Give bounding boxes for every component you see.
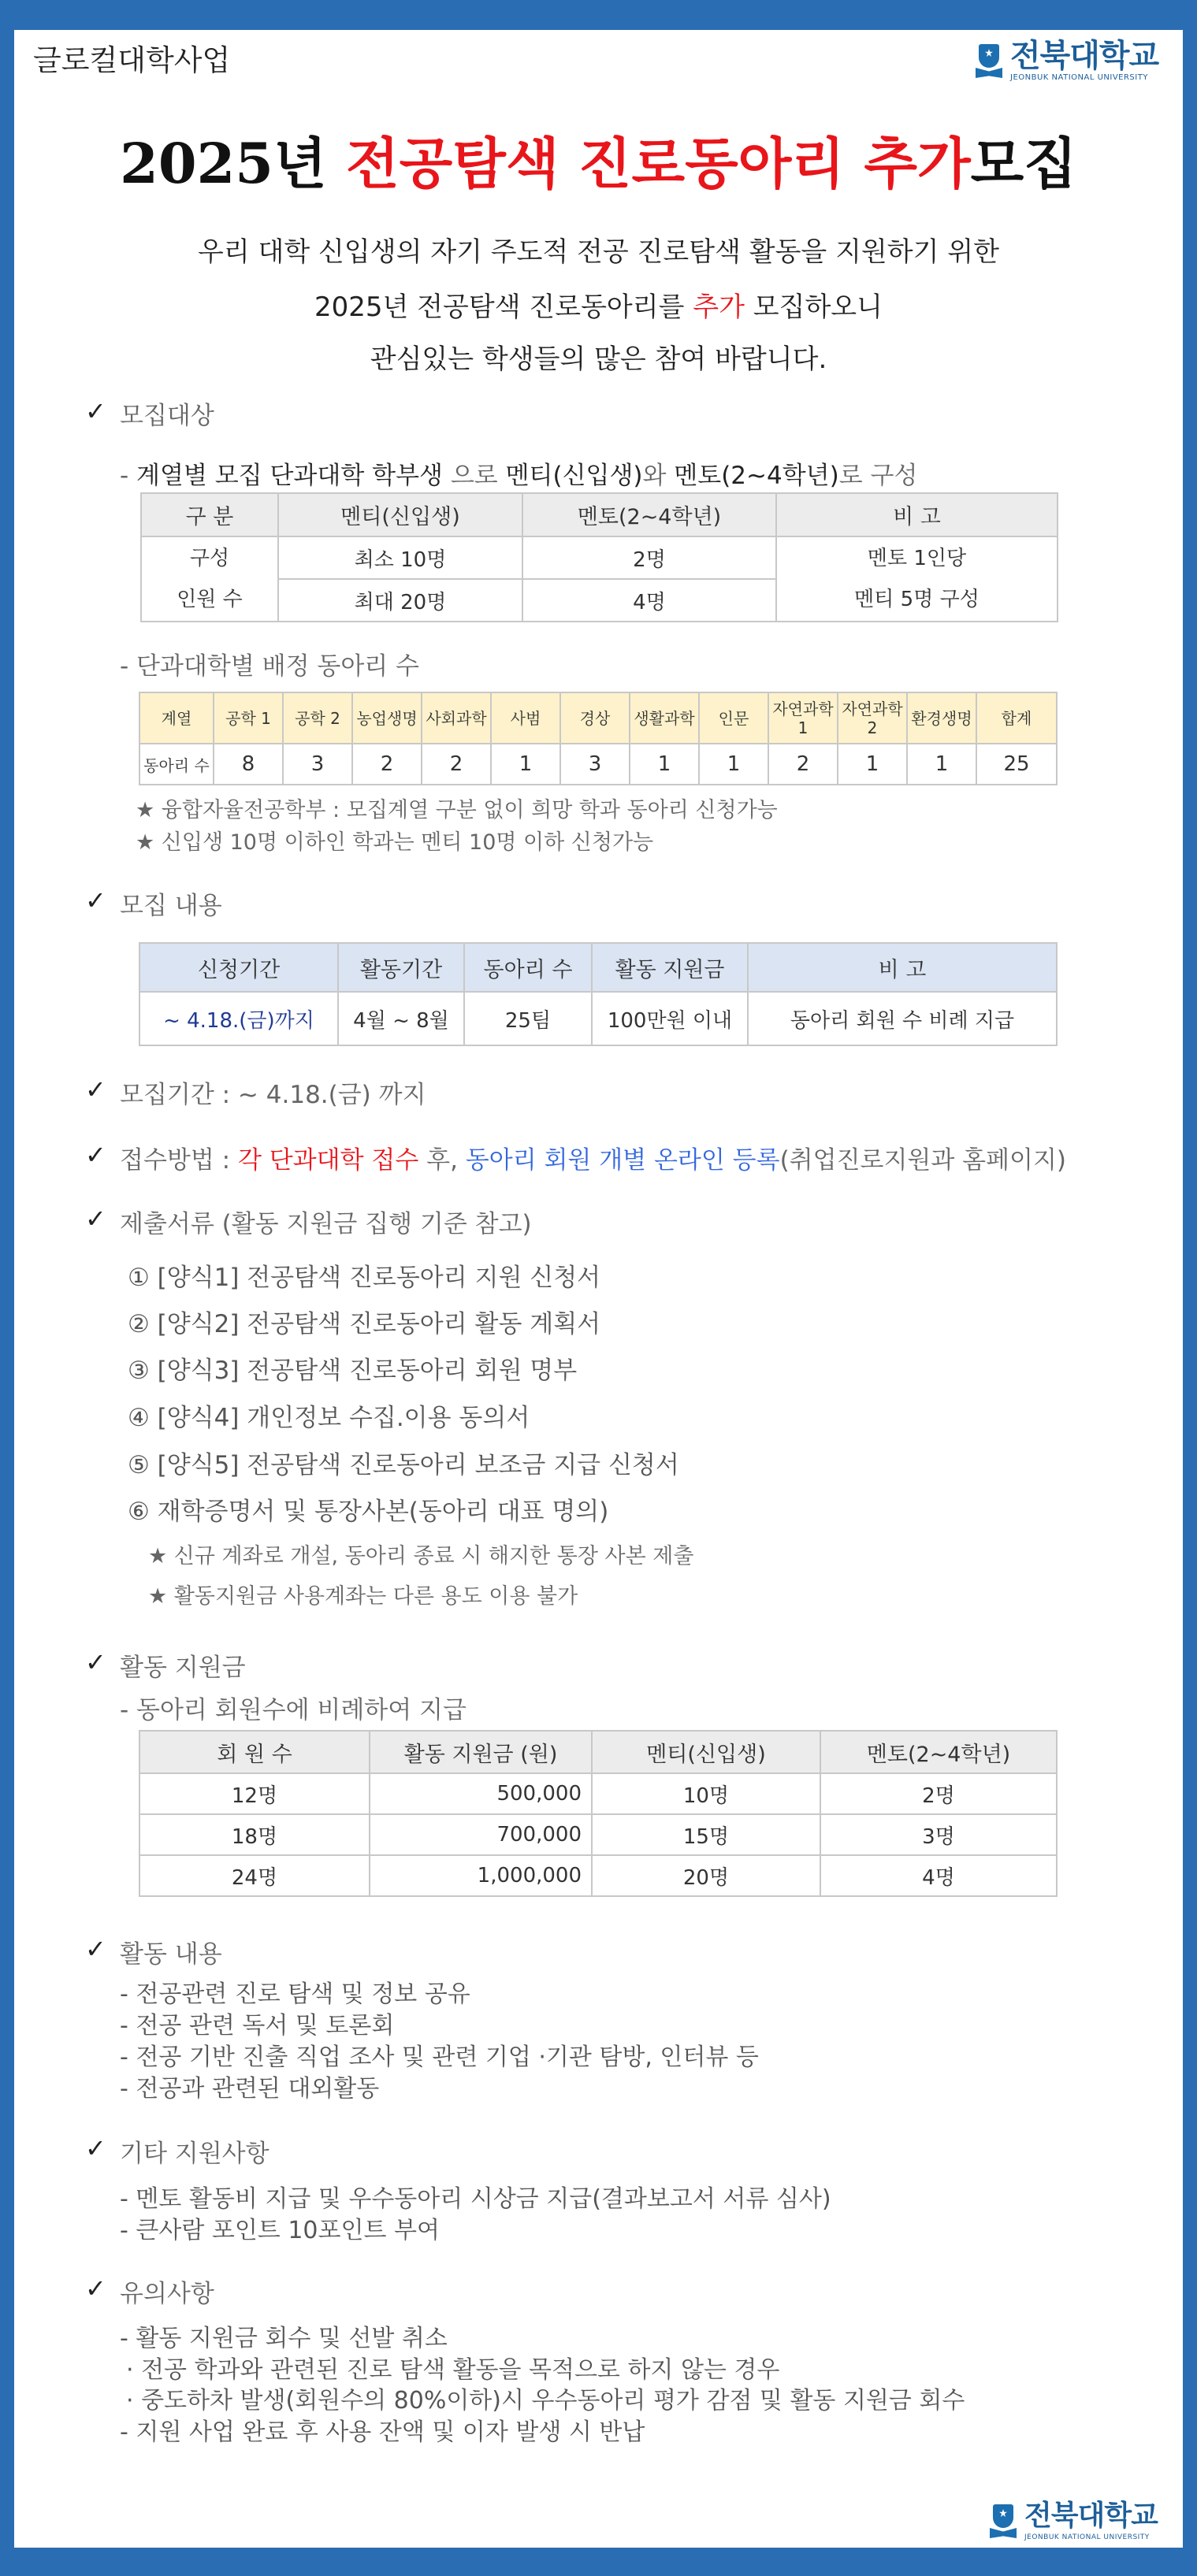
check-icon: ✓	[85, 2273, 106, 2303]
section-heading-method: 접수방법 : 각 단과대학 접수 후, 동아리 회원 개별 온라인 등록(취업진로지원과 홈페이지)	[120, 1146, 1067, 1175]
logo-text: 전북대학교	[1010, 37, 1159, 74]
university-logo-footer	[990, 2500, 1158, 2542]
intro-line-2: 2025년 전공탐색 진로동아리를 추가 모집하오니	[314, 291, 883, 323]
table-header: 구 분	[141, 493, 278, 536]
table-cell: 최대 20명	[278, 579, 522, 622]
table-header: 자연과학 2	[838, 692, 907, 744]
section-heading-period: 모집기간 : ~ 4.18.(금) 까지	[120, 1081, 426, 1109]
logo-text: 전북대학교	[1024, 2500, 1158, 2532]
allocation-subheading: - 단과대학별 배정 동아리 수	[120, 652, 420, 681]
table-cell: 2	[422, 744, 491, 785]
brand-label: 글로컬대학사업	[33, 43, 231, 77]
table-cell: 100만원 이내	[592, 992, 748, 1045]
table-cell: 4명	[820, 1855, 1057, 1896]
table-cell: 1,000,000	[370, 1855, 592, 1896]
table-cell: 20명	[592, 1855, 820, 1896]
support-item: - 멘토 활동비 지급 및 우수동아리 시상금 지급(결과보고서 서류 심사)	[120, 2185, 831, 2213]
table-cell: 1	[630, 744, 699, 785]
university-logo	[976, 39, 1158, 82]
note-star-1: ★ 융합자율전공학부 : 모집계열 구분 없이 희망 학과 동아리 신청가능	[136, 798, 778, 822]
table-header: 활동 지원금	[592, 943, 748, 992]
table-cell: 500,000	[370, 1773, 592, 1814]
table-cell: 2명	[522, 536, 776, 579]
title-year-suffix: 년	[273, 132, 346, 196]
table-cell: 최소 10명	[278, 536, 522, 579]
intro-line-1: 우리 대학 신입생의 자기 주도적 전공 진로탐색 활동을 지원하기 위한	[198, 236, 999, 268]
title-year: 2025	[120, 131, 273, 196]
table-cell: 8	[214, 744, 283, 785]
table-header: 환경생명	[907, 692, 976, 744]
document-item: ① [양식1] 전공탐색 진로동아리 지원 신청서	[128, 1264, 601, 1292]
document-item: ③ [양식3] 전공탐색 진로동아리 회원 명부	[128, 1357, 578, 1385]
funding-subheading: - 동아리 회원수에 비례하여 지급	[120, 1696, 467, 1724]
target-description: - 계열별 모집 단과대학 학부생 으로 멘티(신입생)와 멘토(2~4학년)로 구성	[120, 462, 918, 490]
table-cell: 1	[491, 744, 560, 785]
table-header: 합계	[976, 692, 1057, 744]
caution-item: · 중도하차 발생(회원수의 80%이하)시 우수동아리 평가 감점 및 활동 지원금 회수	[126, 2387, 965, 2415]
table-header: 사회과학	[422, 692, 491, 744]
title-rest: 모집	[970, 132, 1077, 196]
table-header: 비 고	[748, 943, 1057, 992]
document-item: ② [양식2] 전공탐색 진로동아리 활동 계획서	[128, 1310, 601, 1338]
document-item: ⑥ 재학증명서 및 통장사본(동아리 대표 명의)	[128, 1498, 609, 1526]
table-cell: 4월 ~ 8월	[338, 992, 464, 1045]
table-header: 비 고	[776, 493, 1058, 536]
section-heading-target: 모집대상	[120, 402, 214, 430]
table-cell: 10명	[592, 1773, 820, 1814]
section-heading-other: 기타 지원사항	[120, 2140, 270, 2168]
check-icon: ✓	[85, 885, 106, 915]
support-item: - 큰사람 포인트 10포인트 부여	[120, 2217, 440, 2244]
row-label: 구성 인원 수	[141, 536, 278, 622]
table-header: 계열	[139, 692, 214, 744]
table-header: 멘토(2~4학년)	[820, 1731, 1057, 1773]
table-header: 생활과학	[630, 692, 699, 744]
logo-subtext: JEONBUK NATIONAL UNIVERSITY	[1024, 2533, 1150, 2541]
table-cell: 700,000	[370, 1814, 592, 1855]
funding-table	[139, 1730, 1058, 1897]
check-icon: ✓	[85, 1934, 106, 1964]
logo-subtext: JEONBUK NATIONAL UNIVERSITY	[1010, 72, 1148, 82]
table-header: 농업생명	[352, 692, 422, 744]
table-cell: 18명	[139, 1814, 370, 1855]
emblem-icon	[976, 39, 1002, 82]
activity-item: - 전공 관련 독서 및 토론회	[120, 2012, 395, 2040]
check-icon: ✓	[85, 2133, 106, 2163]
table-cell: 3	[283, 744, 352, 785]
table-header: 동아리 수	[464, 943, 592, 992]
table-header: 멘토(2~4학년)	[522, 493, 776, 536]
table-cell: 1	[907, 744, 976, 785]
activity-item: - 전공과 관련된 대외활동	[120, 2075, 380, 2103]
check-icon: ✓	[85, 396, 106, 426]
composition-table	[140, 492, 1058, 622]
document-item: ④ [양식4] 개인정보 수집.이용 동의서	[128, 1404, 530, 1432]
table-cell: 24명	[139, 1855, 370, 1896]
table-cell: 1	[838, 744, 907, 785]
table-cell: 2	[352, 744, 422, 785]
table-header: 공학 2	[283, 692, 352, 744]
title-highlight: 전공탐색 진로동아리 추가	[346, 132, 971, 196]
table-cell: 2	[768, 744, 838, 785]
table-cell: 1	[699, 744, 768, 785]
table-cell: 3명	[820, 1814, 1057, 1855]
emblem-icon	[990, 2500, 1017, 2542]
document-note: ★ 신규 계좌로 개설, 동아리 종료 시 해지한 통장 사본 제출	[148, 1544, 694, 1568]
table-cell: 3	[560, 744, 630, 785]
table-header: 멘티(신입생)	[592, 1731, 820, 1773]
caution-item: - 지원 사업 완료 후 사용 잔액 및 이자 발생 시 반납	[120, 2418, 645, 2446]
section-heading-content: 모집 내용	[120, 892, 222, 920]
check-icon: ✓	[85, 1204, 106, 1234]
table-cell: 동아리 수	[139, 744, 214, 785]
table-header: 활동기간	[338, 943, 464, 992]
section-heading-funding: 활동 지원금	[120, 1654, 246, 1682]
table-header: 회 원 수	[139, 1731, 370, 1773]
table-cell: 12명	[139, 1773, 370, 1814]
check-icon: ✓	[85, 1647, 106, 1677]
table-header: 경상	[560, 692, 630, 744]
document-item: ⑤ [양식5] 전공탐색 진로동아리 보조금 지급 신청서	[128, 1451, 679, 1479]
table-header: 신청기간	[139, 943, 338, 992]
table-header: 활동 지원금 (원)	[370, 1731, 592, 1773]
table-header: 인문	[699, 692, 768, 744]
table-cell: 4명	[522, 579, 776, 622]
allocation-table	[139, 692, 1058, 785]
caution-item: - 활동 지원금 회수 및 선발 취소	[120, 2325, 448, 2352]
intro-line-3: 관심있는 학생들의 많은 참여 바랍니다.	[370, 343, 827, 375]
table-cell: 동아리 회원 수 비례 지급	[748, 992, 1057, 1045]
table-note: 멘토 1인당 멘티 5명 구성	[776, 536, 1058, 622]
document-note: ★ 활동지원금 사용계좌는 다른 용도 이용 불가	[148, 1584, 578, 1609]
note-star-2: ★ 신입생 10명 이하인 학과는 멘티 10명 이하 신청가능	[136, 830, 654, 855]
table-header: 자연과학 1	[768, 692, 838, 744]
activity-item: - 전공 기반 진출 직업 조사 및 관련 기업 ·기관 탐방, 인터뷰 등	[120, 2043, 759, 2071]
table-cell: 25팀	[464, 992, 592, 1045]
table-header: 공학 1	[214, 692, 283, 744]
activity-item: - 전공관련 진로 탐색 및 정보 공유	[120, 1980, 470, 2008]
check-icon: ✓	[85, 1075, 106, 1104]
section-heading-documents: 제출서류 (활동 지원금 집행 기준 참고)	[120, 1210, 532, 1238]
section-heading-notes: 유의사항	[120, 2280, 214, 2308]
recruit-table	[139, 942, 1058, 1046]
page-title	[0, 120, 1197, 199]
table-cell: 15명	[592, 1814, 820, 1855]
table-header: 사범	[491, 692, 560, 744]
table-cell: ~ 4.18.(금)까지	[139, 992, 338, 1045]
table-header: 멘티(신입생)	[278, 493, 522, 536]
table-cell: 25	[976, 744, 1057, 785]
caution-item: · 전공 학과와 관련된 진로 탐색 활동을 목적으로 하지 않는 경우	[126, 2356, 780, 2384]
section-heading-activities: 활동 내용	[120, 1940, 222, 1969]
table-cell: 2명	[820, 1773, 1057, 1814]
check-icon: ✓	[85, 1140, 106, 1170]
